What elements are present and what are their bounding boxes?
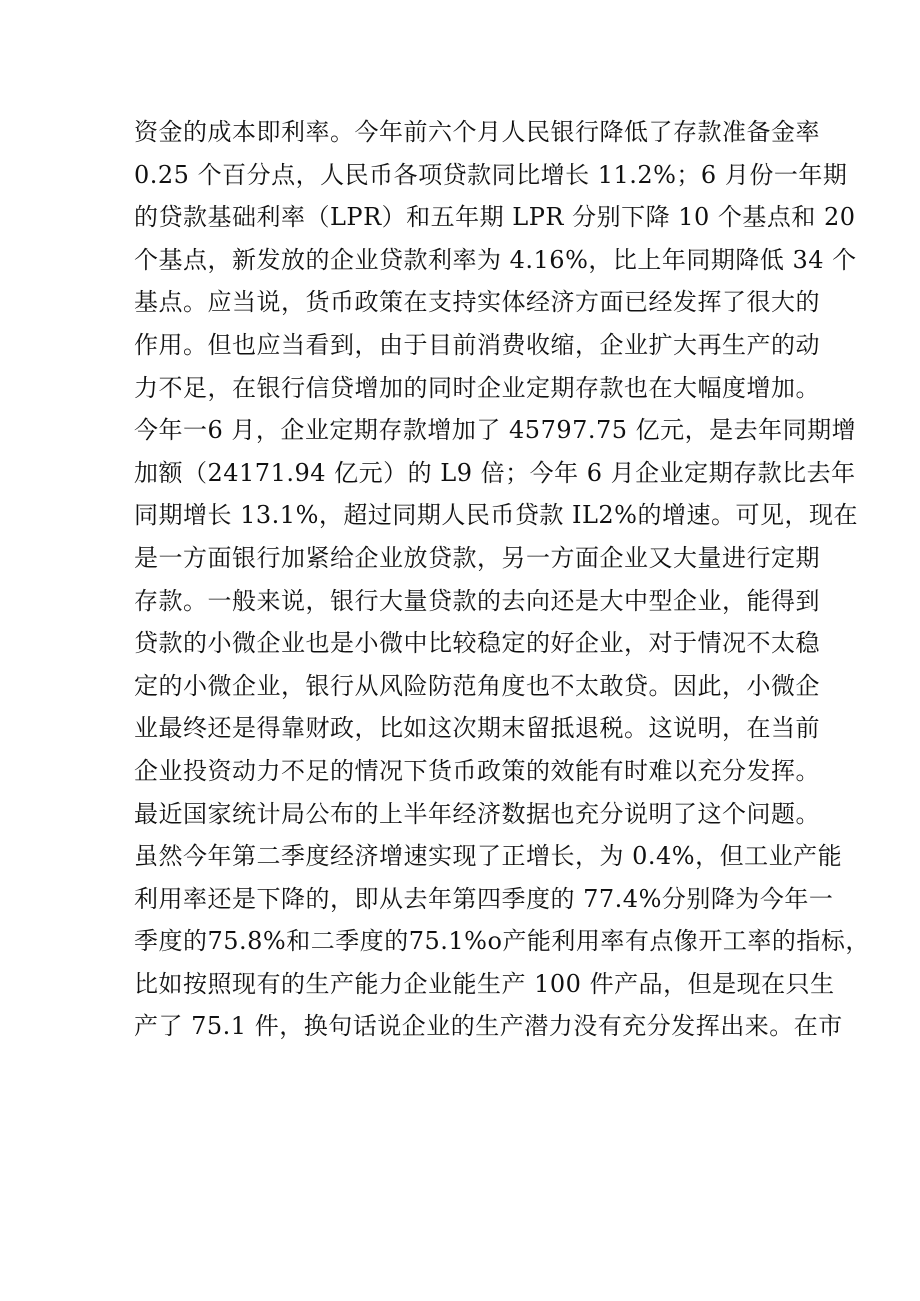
text-line: 资金的成本即利率。今年前六个月人民银行降低了存款准备金率 [134, 118, 820, 146]
text-line: 季度的75.8%和二季度的75.1%o产能利用率有点像开工率的指标， [134, 927, 870, 956]
text-line: 存款。一般来说，银行大量贷款的去向还是大中型企业，能得到 [134, 586, 820, 615]
text-line: 虽然今年第二季度经济增速实现了正增长，为 0.4%，但工业产能 [134, 842, 843, 871]
text-line: 产了 75.1 件，换句话说企业的生产潜力没有充分发挥出来。在市 [134, 1012, 843, 1041]
text-line: 今年一6 月，企业定期存款增加了 45797.75 亿元，是去年同期增 [134, 416, 857, 445]
text-line: 加额（24171.94 亿元）的 L9 倍；今年 6 月企业定期存款比去年 [134, 458, 856, 487]
text-line: 定的小微企业，银行从风险防范角度也不太敢贷。因此，小微企 [134, 671, 820, 700]
text-line: 是一方面银行加紧给企业放贷款，另一方面企业又大量进行定期 [134, 543, 820, 572]
text-line: 力不足，在银行信贷增加的同时企业定期存款也在大幅度增加。 [134, 373, 820, 402]
text-line: 最近国家统计局公布的上半年经济数据也充分说明了这个问题。 [134, 799, 820, 828]
text-line: 比如按照现有的生产能力企业能生产 100 件产品，但是现在只生 [134, 969, 835, 998]
text-line: 0.25 个百分点，人民币各项贷款同比增长 11.2%；6 月份一年期 [134, 160, 848, 189]
text-line: 个基点，新发放的企业贷款利率为 4.16%，比上年同期降低 34 个 [134, 245, 857, 274]
text-line: 基点。应当说，货币政策在支持实体经济方面已经发挥了很大的 [134, 288, 820, 317]
text-line: 的贷款基础利率（LPR）和五年期 LPR 分别下降 10 个基点和 20 [134, 203, 856, 232]
text-line: 利用率还是下降的，即从去年第四季度的 77.4%分别降为今年一 [134, 884, 834, 913]
text-line: 业最终还是得靠财政，比如这次期末留抵退税。这说明，在当前 [134, 714, 820, 743]
text-line: 企业投资动力不足的情况下货币政策的效能有时难以充分发挥。 [134, 756, 820, 785]
body-paragraph [134, 116, 870, 1053]
text-line: 贷款的小微企业也是小微中比较稳定的好企业，对于情况不太稳 [134, 629, 820, 658]
text-line: 作用。但也应当看到，由于目前消费收缩，企业扩大再生产的动 [134, 330, 820, 359]
text-line: 同期增长 13.1%，超过同期人民币贷款 IL2%的增速。可见，现在 [134, 501, 858, 530]
